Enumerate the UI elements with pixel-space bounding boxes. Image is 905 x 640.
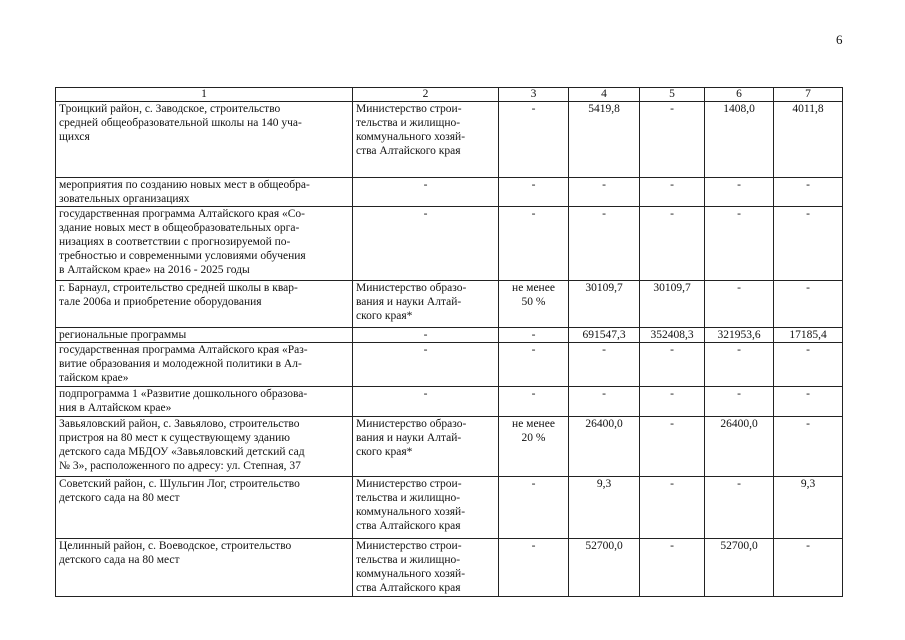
total-value: 52700,0 [569,539,640,597]
executor: Министерство образо- вания и науки Алтай- ского края* [353,417,499,477]
table-row [56,207,843,281]
value-col6: - [705,387,774,417]
table-row [56,539,843,597]
executor: Министерство строи- тельства и жилищно- коммунального хозяй- ства Алтайского края [353,539,499,597]
column-header: 5 [640,88,705,102]
value-col6: 1408,0 [705,102,774,178]
executor: Министерство строи- тельства и жилищно- коммунального хозяй- ства Алтайского края [353,477,499,539]
table-row [56,178,843,207]
table-row [56,387,843,417]
value-col5: - [640,387,705,417]
object-name: региональные программы [56,328,353,343]
object-name: подпрограмма 1 «Развитие дошкольного образова- ния в Алтайском крае» [56,387,353,417]
indicator: - [499,387,569,417]
object-name: Троицкий район, с. Заводское, строительство средней общеобразовательной школы на 140 уча- щихся [56,102,353,178]
value-col5: - [640,178,705,207]
executor: Министерство строи- тельства и жилищно- коммунального хозяй- ства Алтайского края [353,102,499,178]
value-col5: - [640,539,705,597]
total-value: 26400,0 [569,417,640,477]
total-value: - [569,178,640,207]
executor: - [353,387,499,417]
value-col6: - [705,343,774,387]
executor: Министерство образо- вания и науки Алтай- ского края* [353,281,499,328]
page-number: 6 [836,32,843,47]
executor: - [353,328,499,343]
value-col5: - [640,207,705,281]
column-header: 4 [569,88,640,102]
table-row [56,477,843,539]
value-col5: - [640,343,705,387]
total-value: - [569,387,640,417]
table-row [56,328,843,343]
total-value: 5419,8 [569,102,640,178]
value-col7: - [774,539,843,597]
indicator: не менее 50 % [499,281,569,328]
column-header: 6 [705,88,774,102]
column-header: 1 [56,88,353,102]
value-col5: - [640,417,705,477]
program-table [55,87,843,597]
value-col6: 52700,0 [705,539,774,597]
indicator: - [499,102,569,178]
value-col7: 17185,4 [774,328,843,343]
table-row [56,343,843,387]
indicator: - [499,178,569,207]
value-col7: - [774,343,843,387]
value-col6: - [705,281,774,328]
object-name: государственная программа Алтайского края «Раз- витие образования и молодежной политики в Ал- тайском крае» [56,343,353,387]
total-value: 691547,3 [569,328,640,343]
value-col6: - [705,178,774,207]
executor: - [353,343,499,387]
object-name: мероприятия по созданию новых мест в общеобра- зовательных организациях [56,178,353,207]
column-number-row [56,88,843,102]
total-value: - [569,207,640,281]
indicator: - [499,207,569,281]
column-header: 7 [774,88,843,102]
table-row [56,102,843,178]
column-header: 2 [353,88,499,102]
value-col7: - [774,207,843,281]
value-col6: - [705,477,774,539]
indicator: - [499,343,569,387]
object-name: Завьяловский район, с. Завьялово, строительство пристроя на 80 мест к существующему зданию детского сада МБДОУ «Завьяловский детский сад № 3», расположенного по адресу: ул. Степная, 37 [56,417,353,477]
table-row [56,417,843,477]
table-row [56,281,843,328]
value-col5: 352408,3 [640,328,705,343]
value-col6: 321953,6 [705,328,774,343]
value-col5: 30109,7 [640,281,705,328]
value-col7: 4011,8 [774,102,843,178]
total-value: 30109,7 [569,281,640,328]
total-value: - [569,343,640,387]
object-name: г. Барнаул, строительство средней школы в квар- тале 2006а и приобретение оборудования [56,281,353,328]
object-name: Советский район, с. Шульгин Лог, строительство детского сада на 80 мест [56,477,353,539]
column-header: 3 [499,88,569,102]
object-name: государственная программа Алтайского края «Со- здание новых мест в общеобразовательных орга- низациях в соответствии с прогнозируемой по- требностью и современными условиями обучения в Алтайском крае» на 2016 - 2025 годы [56,207,353,281]
executor: - [353,178,499,207]
value-col6: 26400,0 [705,417,774,477]
value-col7: 9,3 [774,477,843,539]
indicator: не менее 20 % [499,417,569,477]
value-col5: - [640,102,705,178]
executor: - [353,207,499,281]
value-col6: - [705,207,774,281]
value-col7: - [774,178,843,207]
value-col5: - [640,477,705,539]
indicator: - [499,328,569,343]
value-col7: - [774,387,843,417]
indicator: - [499,539,569,597]
value-col7: - [774,417,843,477]
value-col7: - [774,281,843,328]
indicator: - [499,477,569,539]
total-value: 9,3 [569,477,640,539]
object-name: Целинный район, с. Воеводское, строительство детского сада на 80 мест [56,539,353,597]
